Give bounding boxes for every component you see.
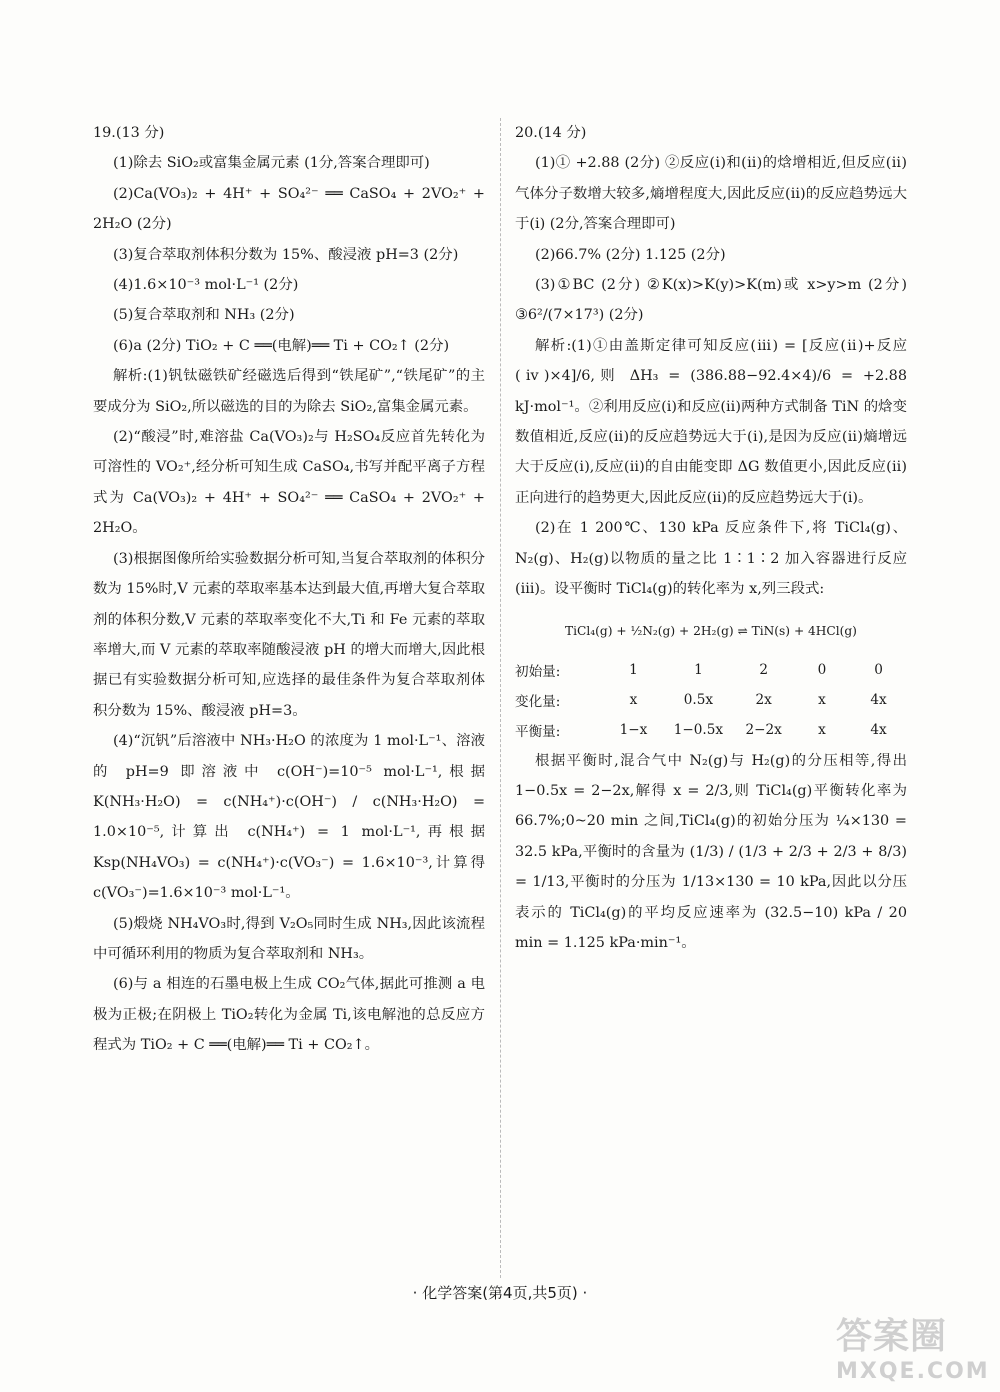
table-cell: 0 bbox=[817, 661, 827, 678]
table-cell: x bbox=[818, 722, 826, 739]
table-cell: x bbox=[818, 692, 826, 709]
q19-analysis-3: (3)根据图像所给实验数据分析可知,当复合萃取剂的体积分数为 15%时,V 元素的萃取率基本达到最大值,再增大复合萃取剂的体积分数,V 元素的萃取率变化不大,Ti 和 Fe 元素的萃取率增大,而 V 元素的萃取率随酸浸液 pH 的增大而增大,因此根据已有实验数据分析可知,应选择的最佳条件为复合萃取剂体积分数为 15%、酸浸液 pH=3。 bbox=[93, 550, 485, 719]
q20-answer-3: (3)①BC (2分) ②K(x)>K(y)>K(m)或 x>y>m (2分) ③6²/(7×17³) (2分) bbox=[515, 277, 907, 324]
table-cell: 0.5x bbox=[683, 692, 714, 709]
table-cell: 1 bbox=[629, 661, 638, 678]
q20-analysis-2: (2)在 1 200℃、130 kPa 反应条件下,将 TiCl₄(g)、N₂(g)、H₂(g)以物质的量之比 1∶1∶2 加入容器进行反应(ⅲ)。设平衡时 TiCl₄(g)的转化率为 x,列三段式: bbox=[515, 520, 907, 598]
table-cell: 1 bbox=[694, 661, 703, 678]
table-cell: 4x bbox=[870, 722, 887, 739]
table-cell: x bbox=[629, 692, 638, 709]
q19-analysis bbox=[93, 361, 485, 1060]
q20-analysis-3: 根据平衡时,混合气中 N₂(g)与 H₂(g)的分压相等,得出 1−0.5x = 2−2x,解得 x = 2/3,则 TiCl₄(g)平衡转化率为 66.7%;0~20 min 之间,TiCl₄(g)的初始分压为 ¼×130 = 32.5 kPa,平衡时的含量为 (1/3) / (1/3 + 2/3 + 2/3 + 8/3) = 1/13,平衡时的分压为 1/13×130 = 10 kPa,因此以分压表示的 TiCl₄(g)的平均反应速率为 (32.5−10) kPa / 20 min = 1.125 kPa·min⁻¹。 bbox=[515, 752, 907, 952]
three-stage-equation: TiCl₄(g) + ½N₂(g) + 2H₂(g) ⇌ TiN(s) + 4HCl(g) bbox=[565, 623, 857, 638]
table-cell: 4x bbox=[870, 692, 887, 709]
table-cell: 2 bbox=[759, 661, 768, 678]
q19-answer-6: (6)a (2分) TiO₂ + C ══(电解)══ Ti + CO₂↑ (2分) bbox=[113, 337, 450, 354]
q19-answer-2: (2)Ca(VO₃)₂ + 4H⁺ + SO₄²⁻ ══ CaSO₄ + 2VO₂⁺ + 2H₂O (2分) bbox=[93, 185, 485, 233]
q19-answer-3: (3)复合萃取剂体积分数为 15%、酸浸液 pH=3 (2分) bbox=[113, 246, 459, 263]
q19-analysis-5: (5)煅烧 NH₄VO₃时,得到 V₂O₅同时生成 NH₃,因此该流程中可循环利用的物质为复合萃取剂和 NH₃。 bbox=[93, 915, 485, 962]
question-20 bbox=[515, 118, 907, 959]
q19-answer-4: (4)1.6×10⁻³ mol·L⁻¹ (2分) bbox=[113, 277, 299, 294]
watermark-domain: MXQE.COM bbox=[836, 1359, 990, 1384]
table-cell: 0 bbox=[874, 661, 883, 678]
column-divider bbox=[500, 118, 501, 1278]
table-cell: 2x bbox=[755, 692, 772, 709]
page-footer: · 化学答案(第4页,共5页) · bbox=[412, 1284, 588, 1302]
q20-answers bbox=[515, 148, 907, 330]
q19-analysis-1: 解析:(1)钒钛磁铁矿经磁选后得到“铁尾矿”,“铁尾矿”的主要成分为 SiO₂,所以磁选的目的为除去 SiO₂,富集金属元素。 bbox=[93, 368, 485, 415]
row-label: 平衡量: bbox=[515, 724, 561, 741]
watermark-logo bbox=[836, 1308, 990, 1386]
question-19 bbox=[93, 118, 485, 1061]
three-stage-table bbox=[515, 655, 907, 746]
q19-analysis-6: (6)与 a 相连的石墨电极上生成 CO₂气体,据此可推测 a 电极为正极;在阴极上 TiO₂转化为金属 Ti,该电解池的总反应方程式为 TiO₂ + C ══(电解)══ Ti + CO₂↑。 bbox=[93, 976, 485, 1054]
q19-header: 19.(13 分) bbox=[93, 125, 165, 141]
q20-answer-2: (2)66.7% (2分) 1.125 (2分) bbox=[535, 246, 726, 263]
q20-answer-1: (1)① +2.88 (2分) ②反应(ⅰ)和(ⅱ)的焓增相近,但反应(ⅱ)气体分子数增大较多,熵增程度大,因此反应(ⅱ)的反应趋势远大于(ⅰ) (2分,答案合理即可) bbox=[515, 155, 907, 233]
row-label: 初始量: bbox=[515, 663, 561, 680]
table-row bbox=[515, 655, 907, 685]
q19-answers bbox=[93, 148, 485, 361]
q20-header: 20.(14 分) bbox=[515, 125, 587, 141]
row-label: 变化量: bbox=[515, 694, 561, 711]
table-cell: 1−x bbox=[619, 722, 648, 739]
q20-analysis-1: 解析:(1)①由盖斯定律可知反应(ⅲ) = [反应(ⅱ)+反应(ⅳ)×4]/6,则 ΔH₃ = (386.88−92.4×4)/6 = +2.88 kJ·mol⁻¹。②利用反应(ⅰ)和反应(ⅱ)两种方式制备 TiN 的焓变数值相近,反应(ⅱ)的反应趋势远大于(ⅰ),是因为反应(ⅱ)熵增远大于反应(ⅰ),反应(ⅱ)的自由能变即 ΔG 数值更小,因此反应(ⅱ)正向进行的趋势更大,因此反应(ⅱ)的反应趋势远大于(ⅰ)。 bbox=[515, 337, 907, 506]
q19-answer-1: (1)除去 SiO₂或富集金属元素 (1分,答案合理即可) bbox=[113, 155, 430, 172]
watermark-text: 答案圈 bbox=[836, 1316, 948, 1357]
table-row bbox=[515, 685, 907, 715]
q19-analysis-2: (2)“酸浸”时,难溶盐 Ca(VO₃)₂与 H₂SO₄反应首先转化为可溶性的 VO₂⁺,经分析可知生成 CaSO₄,书写并配平离子方程式为 Ca(VO₃)₂ + 4H⁺ + SO₄²⁻ ══ CaSO₄ + 2VO₂⁺ + 2H₂O。 bbox=[93, 429, 485, 537]
table-cell: 2−2x bbox=[745, 722, 782, 739]
q19-answer-5: (5)复合萃取剂和 NH₃ (2分) bbox=[113, 307, 295, 324]
table-row bbox=[515, 715, 907, 745]
q19-analysis-4: (4)“沉钒”后溶液中 NH₃·H₂O 的浓度为 1 mol·L⁻¹、溶液的 pH=9 即溶液中 c(OH⁻)=10⁻⁵ mol·L⁻¹,根据 K(NH₃·H₂O) = c(NH₄⁺)·c(OH⁻) / c(NH₃·H₂O) = 1.0×10⁻⁵,计算出 c(NH₄⁺) = 1 mol·L⁻¹,再根据 Ksp(NH₄VO₃) = c(NH₄⁺)·c(VO₃⁻) = 1.6×10⁻³,计算得 c(VO₃⁻)=1.6×10⁻³ mol·L⁻¹。 bbox=[93, 733, 485, 902]
table-cell: 1−0.5x bbox=[673, 722, 724, 739]
